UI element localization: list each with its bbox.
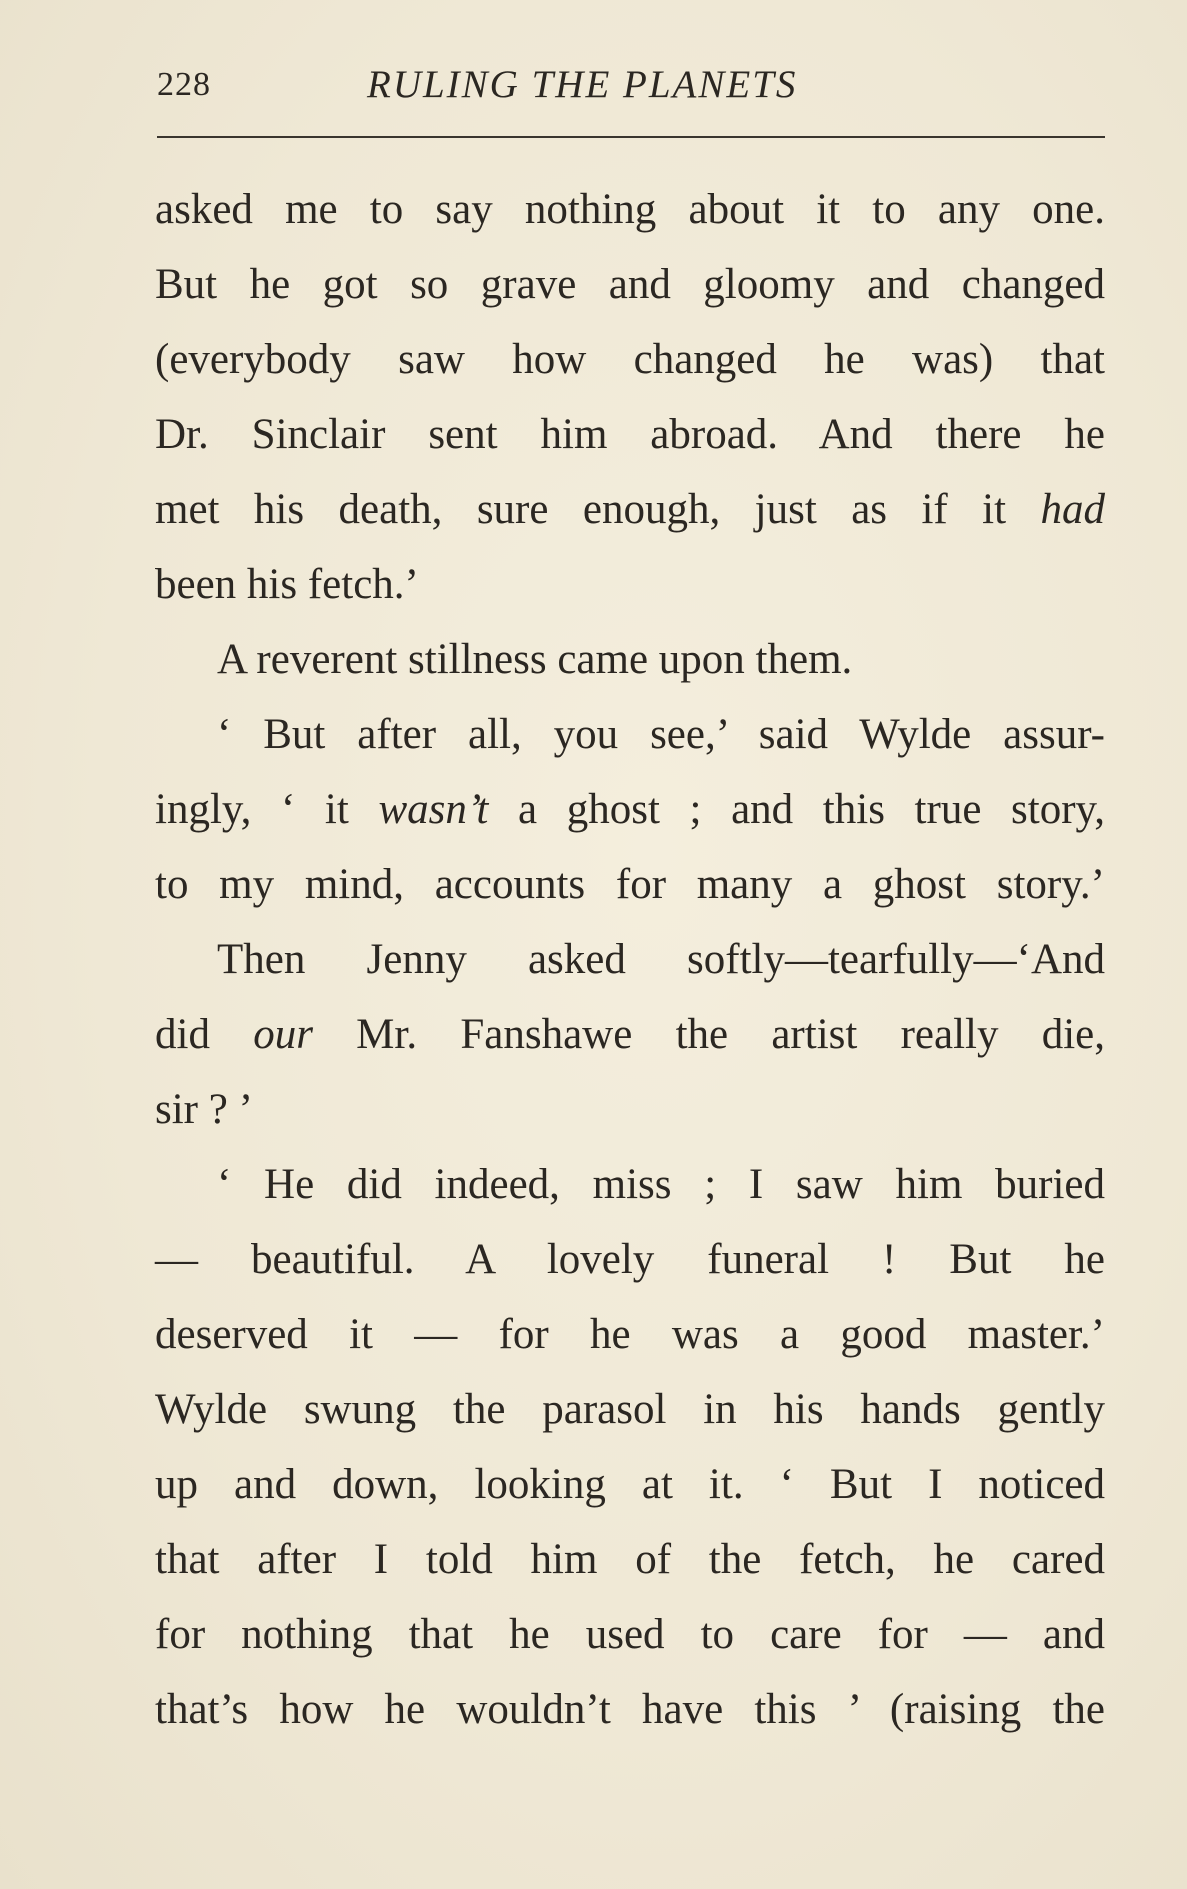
text-line: A reverent stillness came upon them.: [217, 636, 853, 683]
text-line: deserved it — for he was a good master.’: [155, 1311, 1105, 1358]
running-title: RULING THE PLANETS: [367, 63, 798, 106]
text-line: to my mind, accounts for many a ghost story.’: [155, 861, 1105, 908]
text-line: [155, 772, 1105, 847]
text-span: a ghost ; and this true story,: [488, 786, 1105, 833]
running-head: [157, 62, 1105, 112]
text-line: — beautiful. A lovely funeral ! But he: [155, 1236, 1105, 1283]
text-line: Wylde swung the parasol in his hands gently: [155, 1386, 1105, 1433]
page-number: 228: [157, 66, 211, 103]
text-line: But he got so grave and gloomy and changed: [155, 261, 1105, 308]
text-line: ‘ But after all, you see,’ said Wylde assur-: [217, 711, 1105, 758]
italic-word: wasn’t: [378, 786, 489, 833]
text-span: met his death, sure enough, just as if it: [155, 486, 1041, 533]
text-line: up and down, looking at it. ‘ But I noticed: [155, 1461, 1105, 1508]
text-line: [155, 472, 1105, 547]
text-line: Dr. Sinclair sent him abroad. And there he: [155, 411, 1105, 458]
text-span: Mr. Fanshawe the artist really die,: [312, 1011, 1105, 1058]
text-line: been his fetch.’: [155, 561, 419, 608]
text-line: asked me to say nothing about it to any one.: [155, 186, 1105, 233]
text-line: ‘ He did indeed, miss ; I saw him buried: [217, 1161, 1105, 1208]
text-span: ingly, ‘ it: [155, 786, 379, 833]
text-line: sir ? ’: [155, 1086, 253, 1133]
italic-word: our: [253, 1011, 313, 1058]
text-line: (everybody saw how changed he was) that: [155, 336, 1105, 383]
italic-word: had: [1040, 486, 1105, 533]
text-line: that’s how he wouldn’t have this ’ (raising the: [155, 1686, 1105, 1733]
text-line: that after I told him of the fetch, he cared: [155, 1536, 1105, 1583]
text-line: [155, 997, 1105, 1072]
text-span: did: [155, 1011, 254, 1058]
header-rule: [157, 136, 1105, 138]
body-text: [155, 172, 1105, 1747]
text-line: for nothing that he used to care for — and: [155, 1611, 1105, 1658]
text-line: Then Jenny asked softly—tearfully—‘And: [217, 936, 1105, 983]
